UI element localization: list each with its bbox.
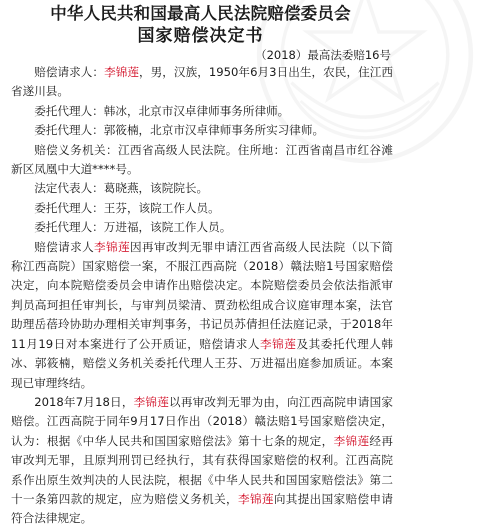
paragraph-text: 法定代表人：葛晓燕，该院院长。 — [34, 181, 209, 196]
body-paragraph — [11, 141, 393, 180]
paragraph-text: 委托代理人：韩冰，北京市汉卓律师事务所律师。 — [34, 103, 290, 118]
paragraph-text: 赔偿请求人 — [34, 239, 95, 254]
paragraph-text: 赔偿义务机关：江西省高级人民法院。住所地：江西省南昌市红谷滩新区凤凰中大道****号。 — [11, 142, 393, 177]
paragraph-text: 及其委托代理人韩冰、郭筱楠，赔偿义务机关委托代理人王芬、万进福出庭参加质证。本案现已审理终结。 — [11, 336, 393, 390]
body-paragraph — [11, 102, 393, 121]
paragraph-text: 因再审改判无罪申请江西省高级人民法院（以下简称江西高院）国家赔偿一案，不服江西高院（2018）赣法赔1号国家赔偿决定，向本院赔偿委员会申请作出赔偿决定。本院赔偿委员会依法指派审判员高珂担任审判长，与审判员梁清、贾劲松组成合议庭审理本案，法官助理岳蓓玲协助办理相关审判事务，书记员苏倩担任法庭记录，于2018年11月19日对本案进行了公开质证，赔偿请求人 — [11, 239, 393, 351]
case-number: （2018）最高法委赔16号 — [255, 48, 391, 62]
decision-body — [11, 63, 393, 529]
paragraph-text: 委托代理人：郭筱楠，北京市汉卓律师事务所实习律师。 — [34, 123, 325, 138]
body-paragraph — [11, 179, 393, 198]
paragraph-text: 委托代理人：王芬，该院工作人员。 — [34, 200, 220, 215]
paragraph-text: 委托代理人：万进福，该院工作人员。 — [34, 220, 232, 235]
body-paragraph — [11, 238, 393, 393]
paragraph-text: 赔偿请求人： — [34, 65, 105, 79]
body-paragraph — [11, 63, 393, 102]
body-paragraph — [11, 121, 393, 140]
body-paragraph — [11, 218, 393, 237]
paragraph-text: ，男，汉族，1950年6月3日出生，农民，住江西省遂川县。 — [11, 65, 393, 99]
highlighted-name: 李锦莲 — [104, 65, 139, 79]
body-paragraph — [11, 199, 393, 218]
decision-document-title: 国家赔偿决定书 — [137, 26, 264, 46]
paragraph-text: 经再审改判无罪，且原判刑罚已经执行，其有获得国家赔偿的权利。江西高院系作出原生效判决的人民法院，根据《中华人民共和国国家赔偿法》第二十一条第四款的规定，应为赔偿义务机关， — [11, 433, 393, 506]
highlighted-name: 李锦莲 — [133, 394, 170, 409]
court-committee-title: 中华人民共和国最高人民法院赔偿委员会 — [50, 4, 351, 23]
paragraph-text: 向其提出国家赔偿申请符合法律规定。 — [11, 491, 393, 526]
highlighted-name: 李锦莲 — [238, 491, 274, 506]
paragraph-text: 2018年7月18日， — [34, 394, 134, 409]
highlighted-name: 李锦莲 — [260, 336, 297, 351]
paragraph-text: 以再审改判无罪为由，向江西高院申请国家赔偿。江西高院于同年9月17日作出（2018）赣法赔1号国家赔偿决定，认为：根据《中华人民共和国国家赔偿法》第十七条的规定， — [11, 394, 393, 448]
highlighted-name: 李锦莲 — [333, 433, 370, 448]
highlighted-name: 李锦莲 — [94, 239, 130, 254]
body-paragraph — [11, 393, 393, 529]
